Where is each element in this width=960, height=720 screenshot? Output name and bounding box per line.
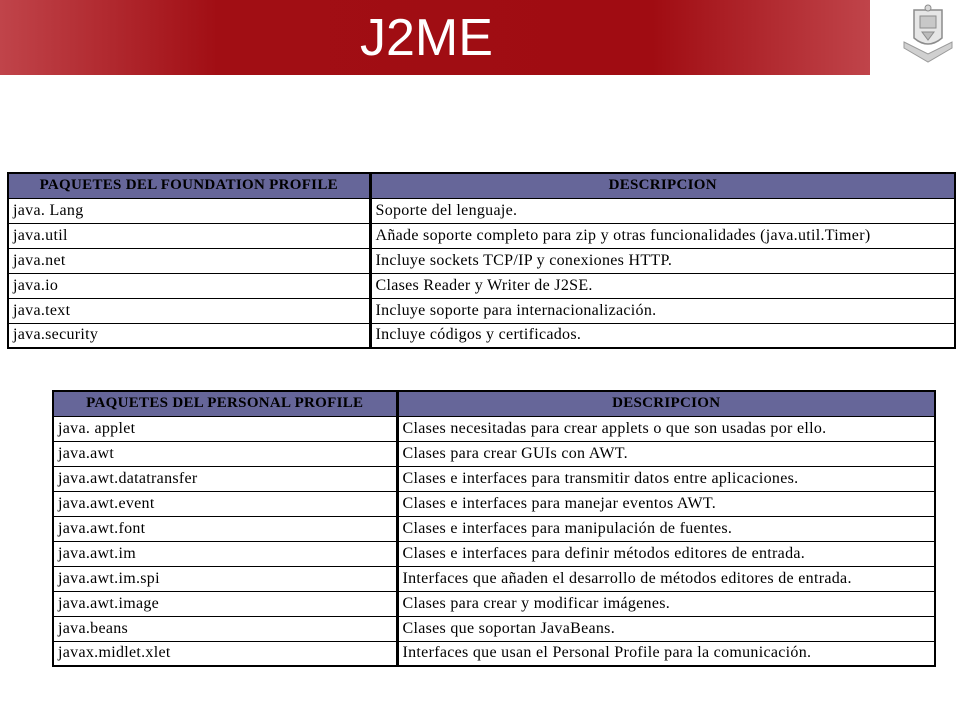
table-row [53, 416, 935, 441]
package-name-cell: java.util [8, 223, 370, 248]
column-header-package: PAQUETES DEL PERSONAL PROFILE [53, 391, 397, 416]
description-cell: Clases necesitadas para crear applets o que son usadas por ello. [397, 416, 935, 441]
personal-profile-table [52, 390, 936, 667]
package-name-cell: java.awt.event [53, 491, 397, 516]
description-cell: Incluye códigos y certificados. [370, 323, 955, 348]
description-cell: Soporte del lenguaje. [370, 198, 955, 223]
table-row [53, 516, 935, 541]
table-row [53, 566, 935, 591]
table-row [8, 248, 955, 273]
description-cell: Incluye soporte para internacionalización. [370, 298, 955, 323]
table-row [53, 616, 935, 641]
description-cell: Clases que soportan JavaBeans. [397, 616, 935, 641]
package-name-cell: java.awt.im [53, 541, 397, 566]
description-cell: Añade soporte completo para zip y otras funcionalidades (java.util.Timer) [370, 223, 955, 248]
package-name-cell: java.awt.datatransfer [53, 466, 397, 491]
table-row [8, 198, 955, 223]
description-cell: Interfaces que añaden el desarrollo de métodos editores de entrada. [397, 566, 935, 591]
package-name-cell: java.awt.font [53, 516, 397, 541]
description-cell: Incluye sockets TCP/IP y conexiones HTTP. [370, 248, 955, 273]
description-cell: Clases para crear y modificar imágenes. [397, 591, 935, 616]
package-name-cell: java.awt.image [53, 591, 397, 616]
table-row [53, 541, 935, 566]
foundation-profile-table [7, 172, 956, 349]
table-row [8, 323, 955, 348]
description-cell: Clases Reader y Writer de J2SE. [370, 273, 955, 298]
table-row [8, 223, 955, 248]
package-name-cell: java.io [8, 273, 370, 298]
table-row [8, 298, 955, 323]
table-row [53, 591, 935, 616]
description-cell: Interfaces que usan el Personal Profile para la comunicación. [397, 641, 935, 666]
package-name-cell: java.security [8, 323, 370, 348]
description-cell: Clases e interfaces para manipulación de fuentes. [397, 516, 935, 541]
description-cell: Clases e interfaces para transmitir datos entre aplicaciones. [397, 466, 935, 491]
table-row [53, 641, 935, 666]
description-cell: Clases e interfaces para manejar eventos AWT. [397, 491, 935, 516]
column-header-description: DESCRIPCION [370, 173, 955, 198]
package-name-cell: java.awt [53, 441, 397, 466]
package-name-cell: java.beans [53, 616, 397, 641]
package-name-cell: java. applet [53, 416, 397, 441]
package-name-cell: java. Lang [8, 198, 370, 223]
package-name-cell: javax.midlet.xlet [53, 641, 397, 666]
university-crest-icon [896, 2, 960, 66]
package-name-cell: java.text [8, 298, 370, 323]
table-row [8, 273, 955, 298]
column-header-package: PAQUETES DEL FOUNDATION PROFILE [8, 173, 370, 198]
table-header-row [53, 391, 935, 416]
slide-title: J2ME [360, 9, 493, 67]
table-row [53, 441, 935, 466]
description-cell: Clases para crear GUIs con AWT. [397, 441, 935, 466]
table-row [53, 466, 935, 491]
description-cell: Clases e interfaces para definir métodos editores de entrada. [397, 541, 935, 566]
column-header-description: DESCRIPCION [397, 391, 935, 416]
table-header-row [8, 173, 955, 198]
table-row [53, 491, 935, 516]
package-name-cell: java.net [8, 248, 370, 273]
package-name-cell: java.awt.im.spi [53, 566, 397, 591]
